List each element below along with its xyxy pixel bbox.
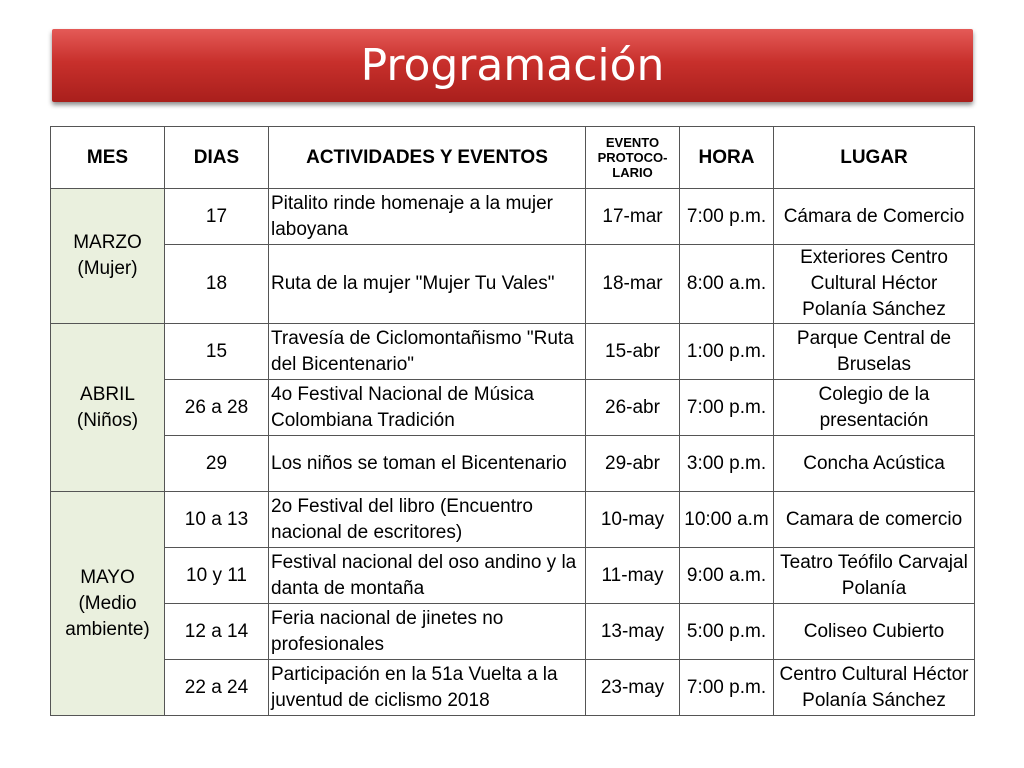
table-row [51,604,975,660]
month-name: MAYO [80,566,135,588]
table-row [51,548,975,604]
cell-evento: 29-abr [586,436,680,492]
cell-dias: 15 [165,324,269,380]
cell-actividad: 4o Festival Nacional de Música Colombiana Tradición [269,380,586,436]
cell-actividad: Festival nacional del oso andino y la danta de montaña [269,548,586,604]
cell-dias: 10 a 13 [165,492,269,548]
header-actividades: ACTIVIDADES Y EVENTOS [269,127,586,189]
cell-lugar: Parque Central de Bruselas [774,324,975,380]
cell-hora: 10:00 a.m [680,492,774,548]
cell-evento: 13-may [586,604,680,660]
table-row [51,324,975,380]
cell-actividad: Pitalito rinde homenaje a la mujer laboyana [269,189,586,245]
cell-lugar: Concha Acústica [774,436,975,492]
header-evento-protocolario [586,127,680,189]
cell-dias: 17 [165,189,269,245]
cell-dias: 18 [165,245,269,324]
cell-hora: 9:00 a.m. [680,548,774,604]
cell-hora: 5:00 p.m. [680,604,774,660]
month-theme: (Mujer) [77,258,138,279]
header-mes: MES [51,127,165,189]
cell-hora: 7:00 p.m. [680,660,774,716]
table-row [51,189,975,245]
title-banner [52,29,973,102]
cell-dias: 12 a 14 [165,604,269,660]
cell-actividad: 2o Festival del libro (Encuentro nacional de escritores) [269,492,586,548]
cell-evento: 18-mar [586,245,680,324]
cell-hora: 7:00 p.m. [680,189,774,245]
table-row [51,380,975,436]
cell-evento: 23-may [586,660,680,716]
month-name: ABRIL [80,383,135,405]
cell-evento: 15-abr [586,324,680,380]
cell-lugar: Centro Cultural Héctor Polanía Sánchez [774,660,975,716]
header-evento-line: EVENTO [605,135,660,150]
cell-dias: 10 y 11 [165,548,269,604]
cell-dias: 26 a 28 [165,380,269,436]
cell-dias: 22 a 24 [165,660,269,716]
cell-actividad: Ruta de la mujer "Mujer Tu Vales" [269,245,586,324]
cell-actividad: Travesía de Ciclomontañismo "Ruta del Bicentenario" [269,324,586,380]
cell-hora: 1:00 p.m. [680,324,774,380]
month-cell-marzo [51,189,165,324]
cell-lugar: Teatro Teófilo Carvajal Polanía [774,548,975,604]
month-theme: (Medio [78,592,137,614]
cell-lugar: Exteriores Centro Cultural Héctor Polanía Sánchez [774,245,975,324]
table-row [51,245,975,324]
cell-dias: 29 [165,436,269,492]
month-cell-mayo [51,492,165,716]
schedule-table [50,126,975,716]
cell-lugar: Camara de comercio [774,492,975,548]
table-row [51,436,975,492]
month-cell-abril [51,324,165,492]
cell-evento: 26-abr [586,380,680,436]
table-row [51,660,975,716]
cell-hora: 8:00 a.m. [680,245,774,324]
cell-actividad: Feria nacional de jinetes no profesionales [269,604,586,660]
cell-actividad: Los niños se toman el Bicentenario [269,436,586,492]
month-theme: ambiente) [65,618,150,640]
month-name: MARZO [73,232,142,253]
cell-evento: 17-mar [586,189,680,245]
header-row [51,127,975,189]
cell-lugar: Cámara de Comercio [774,189,975,245]
month-theme: (Niños) [76,409,139,431]
cell-lugar: Colegio de la presentación [774,380,975,436]
cell-evento: 11-may [586,548,680,604]
table-row [51,492,975,548]
page-title: Programación [360,40,665,91]
cell-hora: 7:00 p.m. [680,380,774,436]
cell-actividad: Participación en la 51a Vuelta a la juventud de ciclismo 2018 [269,660,586,716]
header-dias: DIAS [165,127,269,189]
header-evento-line: PROTOCO- [597,150,668,165]
cell-lugar: Coliseo Cubierto [774,604,975,660]
cell-hora: 3:00 p.m. [680,436,774,492]
header-lugar: LUGAR [774,127,975,189]
cell-evento: 10-may [586,492,680,548]
header-evento-line: LARIO [612,165,653,180]
header-hora: HORA [680,127,774,189]
